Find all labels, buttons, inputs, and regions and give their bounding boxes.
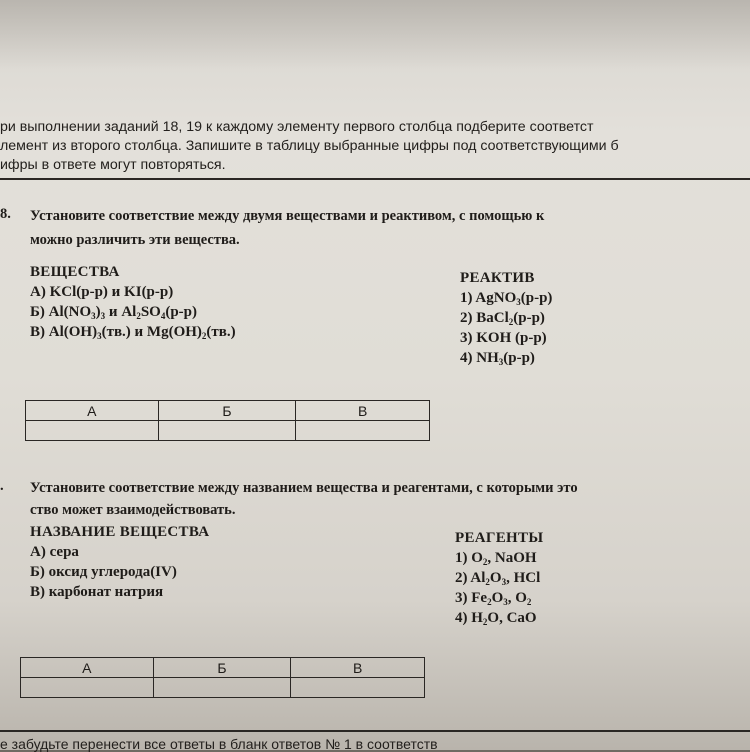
substance-item: А) KCl(р-р) и KI(р-р) (30, 284, 174, 300)
task-text-line: Установите соответствие между двумя веществами и реактивом, с помощью к (30, 208, 545, 224)
column-header: ВЕЩЕСТВА (30, 264, 120, 280)
task-number: . (0, 478, 4, 494)
substance-item: Б) оксид углерода(IV) (30, 564, 177, 580)
divider (0, 730, 750, 732)
substance-item: Б) $Al(NO_3)_3$ и $Al_2SO_4(р-р)$ (30, 304, 198, 321)
substance-item: А) сера (30, 544, 79, 560)
instructions-line: ифры в ответе могут повторяться. (0, 157, 226, 173)
reagent-item: 4) $H_2O$, CaO (455, 610, 537, 627)
substances-column (30, 262, 236, 342)
answer-cell[interactable] (158, 421, 296, 441)
answer-cell[interactable] (26, 421, 159, 441)
reagent-item: 1) AgNO$_3$(р-р) (460, 290, 553, 307)
reagent-column (455, 528, 543, 628)
page-shadow (0, 0, 750, 70)
reagent-item: 1) $O_2$, NaOH (455, 550, 537, 567)
column-header: РЕАГЕНТЫ (455, 530, 544, 546)
instructions-block (0, 118, 750, 175)
reagent-column (460, 268, 552, 368)
table-header-cell: В (291, 658, 425, 678)
reagent-item: 2) $Al_2O_3$, HCl (455, 570, 541, 587)
substances-column (30, 522, 209, 602)
table-header-cell: Б (158, 401, 296, 421)
table-header-cell: А (21, 658, 154, 678)
reagent-item: 4) $NH_3(р-р)$ (460, 350, 535, 367)
answer-table-18 (25, 400, 430, 441)
instructions-line: лемент из второго столбца. Запишите в таблицу выбранные цифры под соответствующими б (0, 138, 619, 154)
answer-cell[interactable] (296, 421, 430, 441)
substance-item: В) $Al(OH)_3(тв.)$ и $Mg(OH)_2(тв.)$ (30, 324, 236, 341)
answer-cell[interactable] (291, 678, 425, 698)
reagent-item: 3) $Fe_2O_3$, $O_2$ (455, 590, 532, 607)
task-text-line: Установите соответствие между названием вещества и реагентами, с которыми это (30, 480, 578, 496)
answer-cell[interactable] (153, 678, 291, 698)
reagent-item: 3) KOH (р-р) (460, 330, 547, 346)
column-header: РЕАКТИВ (460, 270, 535, 286)
footer-note: е забудьте перенести все ответы в бланк ответов № 1 в соответств (0, 736, 438, 752)
substance-item: В) карбонат натрия (30, 584, 164, 600)
reagent-item: 2) BaCl$_2$(р-р) (460, 310, 545, 327)
instructions-line: ри выполнении заданий 18, 19 к каждому элементу первого столбца подберите соответст (0, 119, 594, 135)
task-text-line: ство может взаимодействовать. (30, 502, 236, 518)
task-text-line: можно различить эти вещества. (30, 232, 240, 248)
answer-cell[interactable] (21, 678, 154, 698)
divider (0, 178, 750, 180)
task-number: 8. (0, 206, 11, 222)
table-header-cell: А (26, 401, 159, 421)
table-header-cell: В (296, 401, 430, 421)
answer-table-19 (20, 657, 425, 698)
column-header: НАЗВАНИЕ ВЕЩЕСТВА (30, 524, 210, 540)
table-header-cell: Б (153, 658, 291, 678)
